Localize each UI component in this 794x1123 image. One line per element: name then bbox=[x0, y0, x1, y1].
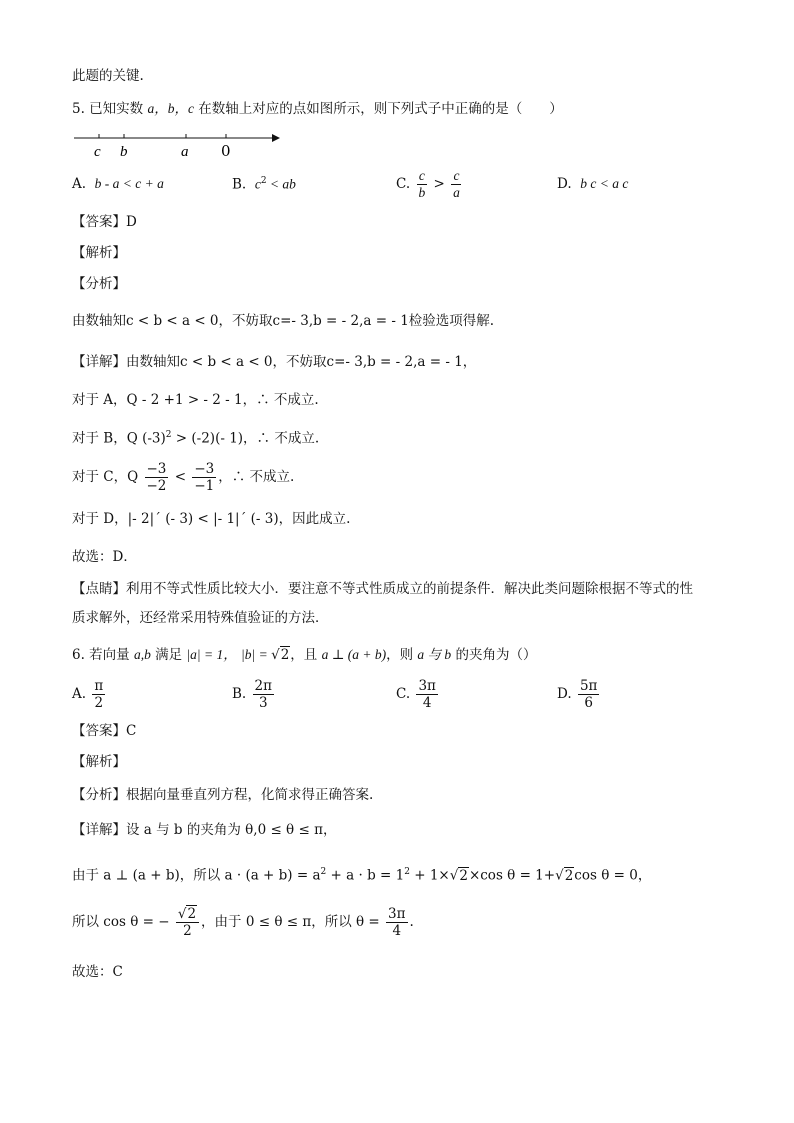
number-line-label-b: b bbox=[120, 144, 128, 160]
q5-jiexi: 【解析】 bbox=[72, 245, 126, 261]
number-line bbox=[72, 128, 292, 162]
q6-option-a: A. $\frac{\pi}{2}$ bbox=[72, 678, 104, 711]
q5-stem-vars: a，b，c bbox=[147, 101, 194, 116]
q6-option-b: B. $\frac{2\pi}{3}$ bbox=[232, 678, 272, 711]
q5-fenxi: 由数轴知c < b < a < 0，不妨取c=- 3,b = - 2,a = - 1检验选项得解. bbox=[72, 313, 495, 329]
q5-dianjing-1: 【点睛】利用不等式性质比较大小．要注意不等式性质成立的前提条件．解决此类问题除根据不等式的性 bbox=[72, 581, 693, 597]
number-line-label-0: 0 bbox=[221, 142, 231, 160]
number-line-label-c: c bbox=[94, 144, 101, 160]
q6-answer: 【答案】C bbox=[72, 723, 137, 739]
q5-choose: 故选：D． bbox=[72, 549, 137, 565]
q5-option-c: C. $\frac{c}{b}$ > $\frac{c}{a}$ bbox=[396, 168, 460, 200]
q6-choose: 故选：C bbox=[72, 964, 123, 980]
q5-option-a: A. b - a < c + a bbox=[72, 176, 164, 192]
q6-option-c: C. $\frac{3\pi}{4}$ bbox=[396, 678, 436, 711]
q5-detail: 【详解】由数轴知c < b < a < 0，不妨取c=- 3,b = - 2,a = - 1， bbox=[72, 354, 477, 370]
q6-line-3: 所以 cos θ = − $\frac{√2}{2}$ ，由于 0 ≤ θ ≤ π，所以 θ = $\frac{3\pi}{4}$ . bbox=[72, 906, 414, 939]
q6-detail: 【详解】设 a 与 b 的夹角为 θ,0 ≤ θ ≤ π， bbox=[72, 822, 337, 838]
q5-line-b: 对于 B，Q $(-3)^2 > (-2)(-$ 1)，∴ 不成立. bbox=[72, 430, 320, 447]
q5-option-a-expr: b - a < c + a bbox=[94, 176, 164, 191]
number-line-label-a: a bbox=[181, 144, 189, 160]
q5-dianjing-2: 质求解外，还经常采用特殊值验证的方法． bbox=[72, 610, 329, 626]
q6-stem: 6. 若向量 a,b 满足 |a| = 1， |b| = √2，且 a ⊥ (a + b)，则 a 与 b 的夹角为（） bbox=[72, 647, 537, 663]
q5-stem bbox=[72, 99, 563, 119]
q5-line-d: 对于 D，|- 2|´ (- 3) < |- 1|´ (- 3)，因此成立. bbox=[72, 511, 351, 527]
q5-option-d-expr: b c < a c bbox=[580, 176, 629, 191]
q6-line-2: 由于 a ⊥ (a + b)，所以 $a \cdot (a + b) = a^2 + a \cdot b = 1^2 + 1\times√2\times\cos$ θ = 1+√2cos θ = 0， bbox=[72, 867, 652, 884]
q6-fenxi: 【分析】根据向量垂直列方程，化简求得正确答案. bbox=[72, 787, 374, 803]
q5-option-b: B. $c^2$ < ab bbox=[232, 176, 296, 193]
q5-stem-prefix: 5. 已知实数 bbox=[72, 101, 144, 117]
q6-jiexi: 【解析】 bbox=[72, 754, 126, 770]
q5-fenxi-tag: 【分析】 bbox=[72, 276, 126, 292]
q6-option-d: D. $\frac{5\pi}{6}$ bbox=[557, 678, 598, 711]
q5-line-c: 对于 C，Q $\frac{-3}{-2}$ < $\frac{-3}{-1}$ ，∴ 不成立. bbox=[72, 461, 295, 494]
q5-option-d: D. b c < a c bbox=[557, 176, 629, 192]
intro-line: 此题的关键. bbox=[72, 68, 144, 84]
q5-stem-rest: 在数轴上对应的点如图所示，则下列式子中正确的是（ ） bbox=[198, 101, 563, 117]
q5-line-a: 对于 A，Q - 2 +1 > - 2 - 1，∴ 不成立. bbox=[72, 392, 319, 408]
q5-answer: 【答案】D bbox=[72, 214, 137, 230]
